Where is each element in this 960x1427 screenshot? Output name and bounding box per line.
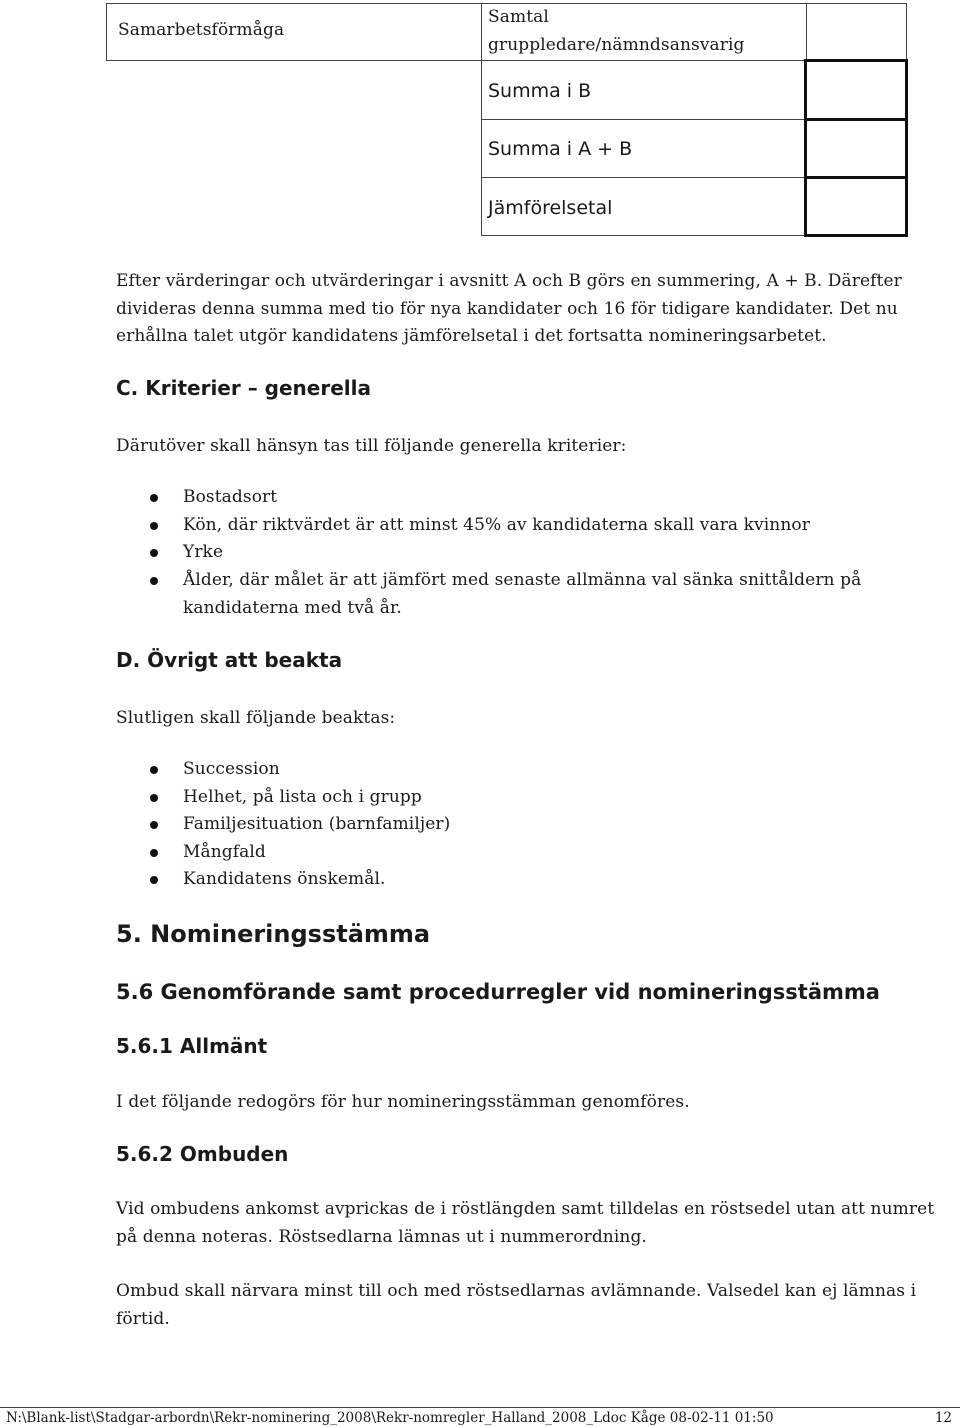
footer-page-number: 12 xyxy=(934,1410,952,1426)
summa-ab-score-box xyxy=(804,118,908,179)
list-item: Bostadsort xyxy=(148,484,861,512)
section-c-heading: C. Kriterier – generella xyxy=(116,376,371,400)
section-d-list xyxy=(148,756,450,894)
section-5-6-2-heading: 5.6.2 Ombuden xyxy=(116,1142,289,1166)
intro-paragraph xyxy=(116,268,956,351)
list-item: Familjesituation (barnfamiljer) xyxy=(148,811,450,839)
table-row1-desc-line1: Samtal xyxy=(488,7,549,27)
intro-line: divideras denna summa med tio för nya kandidater och 16 för tidigare kandidater. Det nu xyxy=(116,298,898,319)
list-item: Helhet, på lista och i grupp xyxy=(148,784,450,812)
section-c-list xyxy=(148,484,861,594)
section-5-6-1-text: I det följande redogörs för hur nomineringsstämman genomföres. xyxy=(116,1092,690,1112)
list-item: Yrke xyxy=(148,539,861,567)
intro-line: Efter värderingar och utvärderingar i avsnitt A och B görs en summering, A + B. Därefter xyxy=(116,271,902,291)
list-item: Succession xyxy=(148,756,450,784)
list-item: Kandidatens önskemål. xyxy=(148,866,450,894)
paragraph-line: förtid. xyxy=(116,1308,170,1329)
list-item: Ålder, där målet är att jämfört med senaste allmänna val sänka snittåldern på xyxy=(148,567,861,595)
section-c-intro: Därutöver skall hänsyn tas till följande generella kriterier: xyxy=(116,436,627,456)
section-c-list-continuation: kandidaterna med två år. xyxy=(183,598,402,618)
summa-b-label: Summa i B xyxy=(488,80,592,102)
section-5-heading: 5. Nomineringsstämma xyxy=(116,920,431,948)
summa-b-score-box xyxy=(804,59,908,121)
section-5-6-heading: 5.6 Genomförande samt procedurregler vid nomineringsstämma xyxy=(116,980,880,1004)
section-5-6-1-heading: 5.6.1 Allmänt xyxy=(116,1034,268,1058)
section-d-intro: Slutligen skall följande beaktas: xyxy=(116,708,396,728)
section-5-6-2-paragraph xyxy=(116,1196,956,1251)
table-row1-desc-line2: gruppledare/nämndsansvarig xyxy=(488,35,745,55)
section-5-6-2-paragraph-b xyxy=(116,1278,956,1333)
section-d-heading: D. Övrigt att beakta xyxy=(116,648,343,672)
jamforelsetal-score-box xyxy=(804,176,908,237)
summa-ab-label: Summa i A + B xyxy=(488,138,633,160)
table-row1-label: Samarbetsförmåga xyxy=(118,20,285,40)
paragraph-line: Ombud skall närvara minst till och med röstsedlarnas avlämnande. Valsedel kan ej lämnas i xyxy=(116,1281,917,1301)
jamforelsetal-label: Jämförelsetal xyxy=(488,197,613,219)
page-footer xyxy=(0,1407,960,1427)
paragraph-line: på denna noteras. Röstsedlarna lämnas ut i nummerordning. xyxy=(116,1226,647,1247)
paragraph-line: Vid ombudens ankomst avprickas de i röstlängden samt tilldelas en röstsedel utan att numret xyxy=(116,1199,935,1219)
list-item: Kön, där riktvärdet är att minst 45% av kandidaterna skall vara kvinnor xyxy=(148,512,861,540)
footer-path: N:\Blank-list\Stadgar-arbordn\Rekr-nominering_2008\Rekr-nomregler_Halland_2008_Ldoc Kåge 08-02-11 01:50 xyxy=(6,1410,774,1426)
table-score-cell xyxy=(806,3,907,61)
list-item: Mångfald xyxy=(148,839,450,867)
intro-line: erhållna talet utgör kandidatens jämförelsetal i det fortsatta nomineringsarbetet. xyxy=(116,326,827,346)
